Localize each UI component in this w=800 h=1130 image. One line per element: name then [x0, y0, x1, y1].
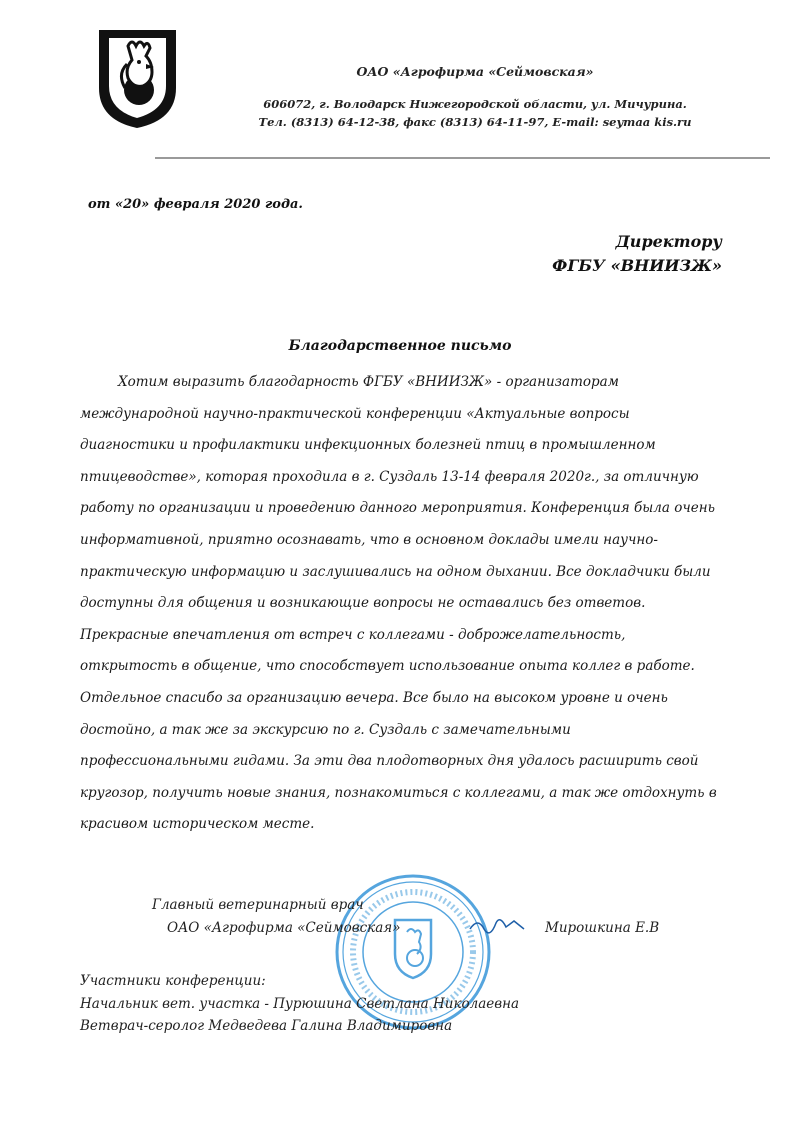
company-address: 606072, г. Володарск Нижегородской области, ул. Мичурина.	[263, 97, 687, 111]
rooster-emblem-icon	[95, 28, 180, 130]
header-divider	[155, 157, 770, 159]
signature-scribble-icon	[468, 915, 528, 937]
letter-body	[80, 367, 770, 841]
body-line: практическую информацию и заслушивались на одном дыхании. Все докладчики были	[80, 563, 711, 580]
company-contacts: Тел. (8313) 64-12-38, факс (8313) 64-11-97, E-mail: seymaa kis.ru	[258, 115, 692, 129]
body-line: диагностики и профилактики инфекционных болезней птиц в промышленном	[80, 437, 656, 454]
participant-line: Начальник вет. участка - Пурюшина Светлана Николаевна	[80, 996, 520, 1012]
signer-position: Главный ветеринарный врач	[152, 897, 364, 913]
body-line: информативной, приятно осознавать, что в основном доклады имели научно-	[80, 531, 658, 548]
signer-name: Мирошкина Е.В	[545, 920, 660, 936]
body-line: достойно, а так же за экскурсию по г. Суздаль с замечательными	[80, 721, 571, 738]
body-line: кругозор, получить новые знания, познакомиться с коллегами, а так же отдохнуть в	[80, 784, 717, 801]
participant-line: Ветврач-серолог Медведева Галина Владимировна	[80, 1018, 453, 1034]
body-line: Хотим выразить благодарность ФГБУ «ВНИИЗЖ» - организаторам	[118, 374, 619, 390]
company-name: ОАО «Агрофирма «Сеймовская»	[356, 64, 594, 79]
body-line: Прекрасные впечатления от встреч с коллегами - доброжелательность,	[80, 626, 626, 643]
body-line: птицеводстве», которая проходила в г. Суздаль 13-14 февраля 2020г., за отличную	[80, 468, 699, 485]
body-line: Отдельное спасибо за организацию вечера. Все было на высоком уровне и очень	[80, 689, 668, 706]
body-line: работу по организации и проведению данного мероприятия. Конференция была очень	[80, 500, 715, 517]
body-line: международной научно-практической конференции «Актуальные вопросы	[80, 405, 630, 422]
body-line: профессиональными гидами. За эти два плодотворных дня удалось расширить свой	[80, 753, 699, 770]
letter-date: от «20» февраля 2020 года.	[88, 197, 303, 212]
recipient-org: ФГБУ «ВНИИЗЖ»	[552, 256, 722, 275]
body-line: доступны для общения и возникающие вопросы не оставались без ответов.	[80, 595, 646, 612]
recipient-title: Директору	[615, 232, 722, 251]
body-line: открытость в общение, что способствует использование опыта коллег в работе.	[80, 658, 695, 675]
participants-heading: Участники конференции:	[80, 973, 266, 989]
signer-organization: ОАО «Агрофирма «Сеймовская»	[167, 920, 401, 936]
document-title: Благодарственное письмо	[288, 338, 512, 354]
body-line: красивом историческом месте.	[80, 816, 315, 833]
